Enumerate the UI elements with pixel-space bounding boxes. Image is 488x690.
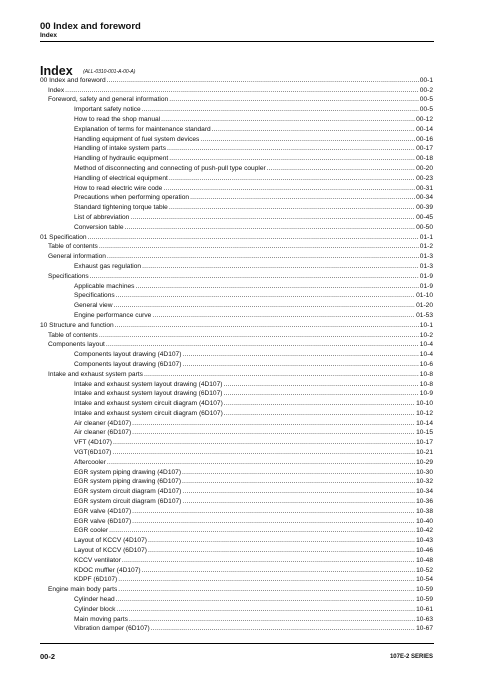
toc-entry-title: Handling of electrical equipment — [74, 174, 168, 182]
toc-entry-title: Important safety notice — [74, 106, 141, 114]
dot-leader — [106, 341, 419, 349]
dot-leader — [107, 459, 415, 467]
toc-entry-page: 10-32 — [416, 478, 433, 486]
dot-leader — [118, 586, 415, 594]
toc-entry-page: 01-9 — [419, 282, 433, 290]
toc-entry-page: 10-52 — [416, 566, 433, 574]
toc-entry-page: 10-30 — [416, 468, 433, 476]
toc-entry-title: EGR valve (6D107) — [74, 517, 132, 525]
toc-entry-page: 10-4 — [419, 351, 433, 359]
footer-rule — [40, 643, 434, 644]
toc-entry-title: Standard tightening torque table — [74, 204, 168, 212]
toc-entry[interactable] — [40, 104, 433, 114]
dot-leader — [224, 410, 415, 418]
toc-entry-page: 10-14 — [416, 419, 433, 427]
toc-entry[interactable] — [40, 594, 433, 604]
toc-entry-title: Intake and exhaust system layout drawing (6D107) — [74, 390, 223, 398]
toc-entry-title: Precautions when performing operation — [74, 194, 190, 202]
toc-entry-page: 00-12 — [416, 115, 433, 123]
toc-entry-title: Intake and exhaust system parts — [48, 370, 143, 378]
toc-entry-title: General view — [74, 302, 113, 310]
dot-leader — [130, 214, 415, 222]
toc-entry-page: 00-34 — [416, 194, 433, 202]
toc-entry-page: 00-31 — [416, 184, 433, 192]
toc-entry-title: Handling of intake system parts — [74, 145, 166, 153]
toc-entry-title: How to read the shop manual — [74, 115, 161, 123]
toc-entry-title: 00 Index and foreword — [40, 76, 106, 84]
toc-entry[interactable] — [40, 144, 433, 154]
toc-entry-page: 00-14 — [416, 125, 433, 133]
toc-entry[interactable] — [40, 428, 433, 438]
dot-leader — [182, 488, 415, 496]
toc-entry[interactable] — [40, 330, 433, 340]
toc-entry-page: 00-5 — [419, 106, 433, 114]
toc-entry-page: 00-17 — [416, 145, 433, 153]
toc-entry-title: Air cleaner (4D107) — [74, 419, 132, 427]
toc-entry-title: VFT (4D107) — [74, 439, 112, 447]
toc-entry-page: 01-1 — [419, 233, 433, 241]
dot-leader — [99, 332, 419, 340]
toc-entry[interactable] — [40, 496, 433, 506]
toc-entry-page: 00-5 — [419, 96, 433, 104]
toc-entry-page: 00-18 — [416, 155, 433, 163]
dot-leader — [267, 165, 415, 173]
toc-entry[interactable] — [40, 565, 433, 575]
chapter-title: 00 Index and foreword — [40, 21, 141, 32]
toc-entry-title: Components layout drawing (6D107) — [74, 360, 182, 368]
toc-entry[interactable] — [40, 134, 433, 144]
toc-entry-page: 01-20 — [416, 302, 433, 310]
toc-entry-title: Method of disconnecting and connecting of push-pull type coupler — [74, 164, 266, 172]
toc-entry-page: 10-54 — [416, 576, 433, 584]
toc-entry-page: 00-2 — [419, 86, 433, 94]
toc-entry-page: 00-20 — [416, 164, 433, 172]
dot-leader — [152, 312, 415, 320]
toc-entry-title: EGR system piping drawing (4D107) — [74, 468, 182, 476]
toc-entry-title: Components layout — [48, 341, 105, 349]
toc-entry[interactable] — [40, 535, 433, 545]
dot-leader — [223, 381, 418, 389]
dot-leader — [65, 87, 419, 95]
toc-entry[interactable] — [40, 486, 433, 496]
toc-entry-page: 01-3 — [419, 253, 433, 261]
toc-entry[interactable] — [40, 506, 433, 516]
toc-entry[interactable] — [40, 467, 433, 477]
dot-leader — [115, 322, 419, 330]
toc-entry-title: Engine main body parts — [48, 586, 118, 594]
dot-leader — [107, 253, 419, 261]
toc-entry[interactable] — [40, 418, 433, 428]
dot-leader — [113, 302, 415, 310]
toc-entry-page: 10-15 — [416, 429, 433, 437]
toc-entry-page: 10-6 — [419, 360, 433, 368]
dot-leader — [132, 508, 415, 516]
toc-entry-page: 10-1 — [419, 321, 433, 329]
toc-entry[interactable] — [40, 555, 433, 565]
toc-entry[interactable] — [40, 291, 433, 301]
header-rule — [40, 41, 434, 42]
toc-entry-title: Vibration damper (6D107) — [74, 625, 150, 633]
dot-leader — [116, 292, 415, 300]
dot-leader — [161, 116, 415, 124]
dot-leader — [200, 136, 415, 144]
toc-entry-title: List of abbreviation — [74, 213, 130, 221]
series-label: 107E-2 SERIES — [389, 654, 433, 660]
toc-entry-title: Specifications — [48, 272, 89, 280]
toc-entry-page: 10-9 — [419, 390, 433, 398]
toc-entry[interactable] — [40, 124, 433, 134]
dot-leader — [116, 606, 415, 614]
toc-entry[interactable] — [40, 251, 433, 261]
toc-entry[interactable] — [40, 614, 433, 624]
toc-entry-title: EGR system piping drawing (6D107) — [74, 478, 182, 486]
toc-entry[interactable] — [40, 408, 433, 418]
toc-entry[interactable] — [40, 379, 433, 389]
dot-leader — [109, 527, 415, 535]
toc-entry[interactable] — [40, 85, 433, 95]
toc-entry[interactable] — [40, 281, 433, 291]
toc-entry-page: 10-2 — [419, 331, 433, 339]
dot-leader — [182, 498, 415, 506]
toc-entry[interactable] — [40, 183, 433, 193]
dot-leader — [122, 557, 415, 565]
toc-entry-title: Engine performance curve — [74, 311, 152, 319]
toc-entry-title: Main moving parts — [74, 615, 128, 623]
toc-entry-title: Components layout drawing (4D107) — [74, 351, 182, 359]
toc-entry-page: 01-3 — [419, 262, 433, 270]
dot-leader — [163, 185, 415, 193]
toc-entry-page: 00-16 — [416, 135, 433, 143]
toc-entry[interactable] — [40, 212, 433, 222]
toc-entry-page: 10-21 — [416, 449, 433, 457]
toc-entry-title: Layout of KCCV (4D107) — [74, 537, 147, 545]
toc-entry-page: 01-53 — [416, 311, 433, 319]
toc-entry-title: Explanation of terms for maintenance standard — [74, 125, 211, 133]
toc-entry[interactable] — [40, 222, 433, 232]
toc-entry-page: 10-36 — [416, 498, 433, 506]
toc-entry[interactable] — [40, 604, 433, 614]
toc-entry-page: 00-45 — [416, 213, 433, 221]
toc-entry-title: Intake and exhaust system circuit diagram (4D107) — [74, 400, 223, 408]
toc-entry[interactable] — [40, 457, 433, 467]
toc-entry-page: 10-46 — [416, 547, 433, 555]
toc-entry-title: How to read electric wire code — [74, 184, 163, 192]
toc-entry[interactable] — [40, 232, 433, 242]
toc-entry-title: EGR system circuit diagram (6D107) — [74, 498, 182, 506]
toc-entry-page: 10-17 — [416, 439, 433, 447]
toc-entry-title: KDOC muffler (4D107) — [74, 566, 141, 574]
toc-entry-title: VGT(6D107) — [74, 449, 112, 457]
toc-entry-title: Air cleaner (6D107) — [74, 429, 132, 437]
toc-entry-page: 00-50 — [416, 223, 433, 231]
toc-entry[interactable] — [40, 624, 433, 634]
toc-entry[interactable] — [40, 173, 433, 183]
dot-leader — [132, 420, 415, 428]
toc-entry-title: Cylinder head — [74, 596, 115, 604]
toc-entry-title: Table of contents — [48, 243, 98, 251]
index-code: (ALL-0310-001-A-00-A) — [83, 69, 136, 75]
dot-leader — [112, 449, 415, 457]
toc-entry-title: Exhaust gas regulation — [74, 262, 142, 270]
toc-entry[interactable] — [40, 202, 433, 212]
dot-leader — [90, 273, 419, 281]
dot-leader — [190, 194, 415, 202]
dot-leader — [118, 576, 415, 584]
toc-entry-page: 10-59 — [416, 596, 433, 604]
dot-leader — [129, 616, 415, 624]
toc-entry-page: 10-8 — [419, 380, 433, 388]
toc-entry[interactable] — [40, 526, 433, 536]
toc-entry-title: Conversion table — [74, 223, 124, 231]
toc-entry-page: 10-67 — [416, 625, 433, 633]
dot-leader — [169, 175, 415, 183]
toc-entry-title: General information — [48, 253, 106, 261]
dot-leader — [142, 567, 416, 575]
dot-leader — [167, 145, 415, 153]
toc-entry[interactable] — [40, 95, 433, 105]
toc-entry-title: KDPF (6D107) — [74, 576, 118, 584]
toc-entry[interactable] — [40, 389, 433, 399]
toc-entry-title: Specifications — [74, 292, 115, 300]
toc-entry[interactable] — [40, 163, 433, 173]
dot-leader — [107, 77, 419, 85]
dot-leader — [182, 478, 415, 486]
toc-entry[interactable] — [40, 114, 433, 124]
dot-leader — [142, 106, 419, 114]
dot-leader — [182, 469, 415, 477]
toc-entry-title: Handling of hydraulic equipment — [74, 155, 169, 163]
toc-entry[interactable] — [40, 320, 433, 330]
toc-entry-page: 01-2 — [419, 243, 433, 251]
page-number: 00-2 — [40, 652, 56, 661]
dot-leader — [223, 390, 418, 398]
toc-entry-page: 10-10 — [416, 400, 433, 408]
dot-leader — [142, 263, 419, 271]
toc-entry-page: 10-38 — [416, 507, 433, 515]
toc-entry-page: 01-9 — [419, 272, 433, 280]
dot-leader — [182, 361, 418, 369]
dot-leader — [169, 204, 415, 212]
toc-entry-title: Handling equipment of fuel system devices — [74, 135, 200, 143]
index-title: Index — [40, 64, 73, 78]
toc-entry-page: 10-48 — [416, 556, 433, 564]
toc-entry-page: 10-63 — [416, 615, 433, 623]
toc-entry-title: Foreword, safety and general information — [48, 96, 169, 104]
section-subtitle: Index — [40, 32, 57, 39]
toc-entry[interactable] — [40, 193, 433, 203]
toc-entry-title: Index — [48, 86, 65, 94]
toc-entry[interactable] — [40, 75, 433, 85]
toc-entry-page: 10-40 — [416, 517, 433, 525]
dot-leader — [88, 234, 419, 242]
dot-leader — [169, 96, 419, 104]
toc-entry-page: 10-34 — [416, 488, 433, 496]
toc-entry-page: 10-59 — [416, 586, 433, 594]
toc-entry-page: 10-4 — [419, 341, 433, 349]
toc-entry-title: Cylinder block — [74, 605, 116, 613]
dot-leader — [151, 625, 415, 633]
toc-entry[interactable] — [40, 477, 433, 487]
toc-entry-page: 01-10 — [416, 292, 433, 300]
dot-leader — [148, 537, 415, 545]
toc-entry-title: Aftercooler — [74, 458, 106, 466]
toc-entry[interactable] — [40, 261, 433, 271]
toc-entry-page: 10-12 — [416, 409, 433, 417]
dot-leader — [212, 126, 415, 134]
toc-entry-page: 10-42 — [416, 527, 433, 535]
toc-entry-title: 01 Specification — [40, 233, 87, 241]
dot-leader — [113, 439, 415, 447]
toc-entry-title: Table of contents — [48, 331, 98, 339]
dot-leader — [99, 243, 419, 251]
toc-entry-title: EGR system circuit diagram (4D107) — [74, 488, 182, 496]
table-of-contents — [40, 75, 433, 633]
dot-leader — [132, 429, 415, 437]
toc-entry-title: Intake and exhaust system circuit diagram (6D107) — [74, 409, 223, 417]
dot-leader — [169, 155, 415, 163]
toc-entry-title: KCCV ventilator — [74, 556, 121, 564]
toc-entry[interactable] — [40, 153, 433, 163]
toc-entry-page: 00-1 — [419, 76, 433, 84]
toc-entry-title: EGR valve (4D107) — [74, 507, 132, 515]
toc-entry[interactable] — [40, 242, 433, 252]
toc-entry-page: 00-23 — [416, 174, 433, 182]
toc-entry[interactable] — [40, 310, 433, 320]
toc-entry[interactable] — [40, 359, 433, 369]
toc-entry-page: 10-8 — [419, 370, 433, 378]
toc-entry[interactable] — [40, 447, 433, 457]
dot-leader — [144, 371, 419, 379]
toc-entry-title: Applicable machines — [74, 282, 135, 290]
toc-entry-title: 10 Structure and function — [40, 321, 114, 329]
toc-entry[interactable] — [40, 369, 433, 379]
toc-entry[interactable] — [40, 545, 433, 555]
toc-entry[interactable] — [40, 300, 433, 310]
dot-leader — [132, 518, 415, 526]
toc-entry-title: EGR cooler — [74, 527, 109, 535]
toc-entry[interactable] — [40, 584, 433, 594]
toc-entry[interactable] — [40, 398, 433, 408]
dot-leader — [135, 283, 418, 291]
toc-entry-title: Layout of KCCV (6D107) — [74, 547, 147, 555]
toc-entry[interactable] — [40, 271, 433, 281]
toc-entry[interactable] — [40, 340, 433, 350]
dot-leader — [148, 547, 415, 555]
toc-entry-page: 10-61 — [416, 605, 433, 613]
dot-leader — [182, 351, 418, 359]
toc-entry-page: 10-29 — [416, 458, 433, 466]
dot-leader — [124, 224, 415, 232]
toc-entry[interactable] — [40, 349, 433, 359]
dot-leader — [116, 596, 415, 604]
dot-leader — [224, 400, 415, 408]
toc-entry-title: Intake and exhaust system layout drawing (4D107) — [74, 380, 223, 388]
toc-entry[interactable] — [40, 516, 433, 526]
toc-entry[interactable] — [40, 437, 433, 447]
toc-entry-page: 10-43 — [416, 537, 433, 545]
toc-entry[interactable] — [40, 575, 433, 585]
toc-entry-page: 00-39 — [416, 204, 433, 212]
